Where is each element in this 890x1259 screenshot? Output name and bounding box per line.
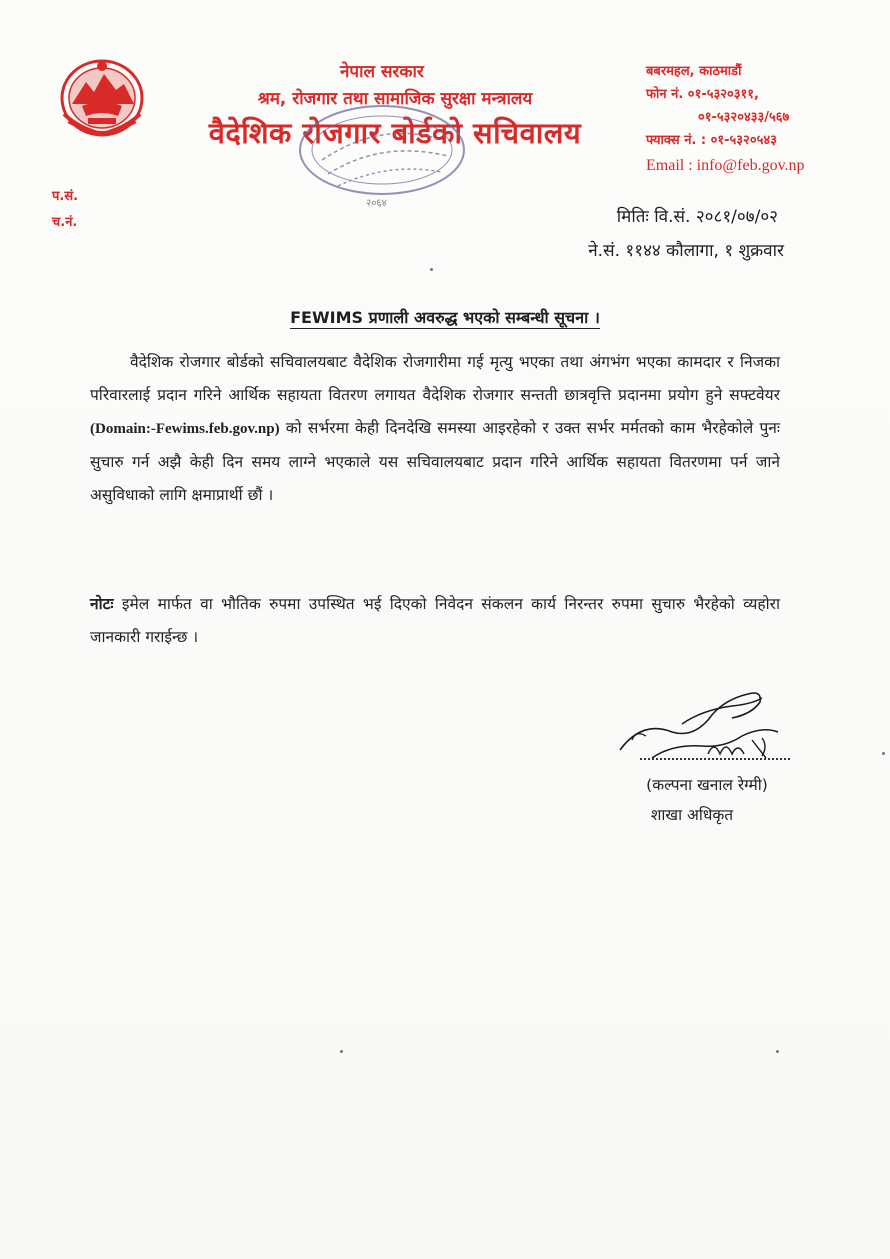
signatory-designation: शाखा अधिकृत [650, 806, 734, 824]
fax-number: फ्याक्स नं. : ०१-५३२०५४३ [646, 133, 777, 148]
nepal-samvat-date: ने.सं. ११४४ कौलागा, १ शुक्रवार [588, 241, 784, 261]
note-text: इमेल मार्फत वा भौतिक रुपमा उपस्थित भई दिएको निवेदन संकलन कार्य निरन्तर रुपमा सुचारु भैरहेको व्यहोरा जानकारी गराईन्छ । [90, 595, 780, 646]
notice-note [90, 588, 780, 654]
letterhead-contact [646, 60, 876, 177]
board-name: वैदेशिक रोजगार बोर्डको सचिवालय [208, 116, 582, 150]
paper-speck [430, 268, 433, 271]
reference-labels [52, 184, 78, 236]
paper-speck [776, 1050, 779, 1053]
phone-line-1: फोन नं. ०१-५३२०३११, [646, 87, 759, 102]
signature-line [640, 758, 790, 760]
domain-reference: (Domain:-Fewims.feb.gov.np) [90, 421, 280, 437]
nepal-emblem-icon [58, 54, 146, 138]
signatory-block [612, 770, 802, 830]
date-block [588, 200, 784, 268]
notice-subject [0, 306, 890, 328]
email-address: Email : info@feb.gov.np [646, 157, 805, 174]
paper-speck [340, 1050, 343, 1053]
paper-speck [882, 752, 885, 755]
letter-number-label: प.सं. [52, 189, 79, 204]
note-label: नोटः [90, 595, 114, 613]
svg-text:२०६४: २०६४ [366, 198, 387, 209]
phone-line-2: ०१-५३२०४३३/५६७ [698, 110, 790, 125]
notice-body [90, 346, 780, 512]
office-seal-stamp [292, 100, 472, 210]
subject-text: FEWIMS प्रणाली अवरुद्ध भएको सम्बन्धी सूचना । [290, 308, 600, 327]
signatory-name: (कल्पना खनाल रेग्मी) [646, 776, 768, 794]
body-part-2: को सर्भरमा केही दिनदेखि समस्या आइरहेको र उक्त सर्भर मर्मतको काम भैरहेकोले पुनः सुचारु गर्न अझै केही दिन समय लाग्ने भएकाले यस सचिवालयबाट प्रदान गरिने आर्थिक सहायता वितरणमा पर्न जाने असुविधाको लागि क्षमाप्रार्थी छौं । [90, 419, 780, 504]
vikram-samvat-date: मितिः वि.सं. २०८१/०७/०२ [616, 207, 778, 227]
body-part-1: वैदेशिक रोजगार बोर्डको सचिवालयबाट वैदेशिक रोजगारीमा गई मृत्यु भएका तथा अंगभंग भएका कामदार र निजका परिवारलाई प्रदान गरिने आर्थिक सहायता वितरण लगायत वैदेशिक रोजगार सन्तती छात्रवृत्ति प्रदानमा प्रयोग हुने सफ्टवेयर [90, 353, 780, 404]
office-address: बबरमहल, काठमाडौं [646, 64, 742, 79]
dispatch-number-label: च.नं. [52, 215, 78, 230]
government-name: नेपाल सरकार [340, 62, 424, 82]
ministry-name: श्रम, रोजगार तथा सामाजिक सुरक्षा मन्त्रालय [257, 89, 533, 109]
